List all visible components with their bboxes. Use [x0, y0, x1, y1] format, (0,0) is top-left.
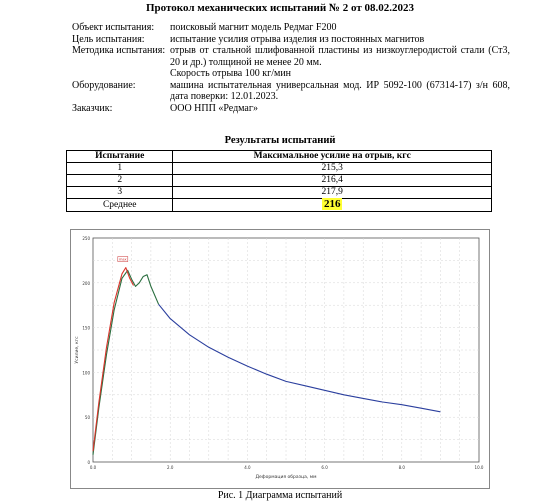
x-tick-label: 4.0 [244, 465, 251, 470]
method-speed: Скорость отрыва 100 кг/мин [170, 68, 292, 79]
test-number-cell: 3 [67, 187, 173, 199]
info-label: Цель испытания: [72, 33, 145, 45]
info-value: поисковый магнит модель Редмаг F200 [170, 22, 337, 33]
x-tick-label: 6.0 [321, 465, 328, 470]
y-tick-label: 0 [87, 460, 90, 465]
info-row-object [72, 22, 510, 34]
info-row-customer [72, 103, 510, 115]
force-value-cell: 215,3 [173, 163, 492, 175]
y-tick-label: 150 [82, 325, 90, 331]
method-description: отрыв от стальной шлифованной пластины из низкоуглеродистой стали (Ст3, 20 и др.) толщиной не менее 20 мм. [170, 45, 510, 68]
y-tick-label: 200 [82, 280, 90, 286]
average-value-highlight: 216 [323, 198, 341, 210]
info-label: Оборудование: [72, 79, 136, 91]
info-row-equipment [72, 80, 510, 103]
x-axis-label: Деформация образца, мм [255, 475, 317, 480]
column-header-force: Максимальное усилие на отрыв, кгс [173, 151, 492, 163]
results-title: Результаты испытаний [224, 135, 336, 146]
force-value-cell: 216,4 [173, 175, 492, 187]
info-row-purpose [72, 34, 510, 46]
test-number-cell: 1 [67, 163, 173, 175]
max-marker-label: max [118, 257, 127, 262]
info-value [170, 45, 510, 80]
test-number-cell: 2 [67, 175, 173, 187]
protocol-title: Протокол механических испытаний № 2 от 08.02.2023 [146, 2, 414, 14]
info-label: Заказчик: [72, 102, 113, 114]
info-label: Объект испытания: [72, 22, 155, 33]
average-value-cell [173, 199, 492, 212]
column-header-test: Испытание [67, 151, 173, 163]
y-axis-label: Усилие, кгс [75, 336, 80, 364]
y-tick-label: 250 [82, 236, 90, 241]
info-label: Методика испытания: [72, 45, 166, 56]
force-deformation-chart [71, 230, 489, 488]
info-value: испытание усилия отрыва изделия из постоянных магнитов [170, 33, 425, 45]
figure-caption: Рис. 1 Диаграмма испытаний [217, 490, 343, 501]
info-value: ООО НПП «Редмаг» [170, 102, 258, 114]
table-row [67, 175, 492, 187]
x-tick-label: 0.0 [89, 465, 97, 470]
table-row [67, 163, 492, 175]
average-label-cell: Среднее [67, 199, 173, 212]
results-table [66, 150, 492, 212]
info-value: машина испытательная универсальная мод. ИР 5092-100 (67314-17) з/н 608, дата поверки: 12.01.2023. [170, 79, 510, 102]
average-row [67, 199, 492, 212]
results-header-row [67, 151, 492, 163]
x-tick-label: 8.0 [398, 465, 405, 470]
x-tick-label: 2.0 [167, 465, 174, 470]
y-tick-label: 100 [82, 370, 90, 376]
x-tick-label: 10.0 [474, 465, 484, 470]
y-tick-label: 50 [84, 415, 90, 421]
table-row [67, 187, 492, 199]
info-row-method [72, 45, 510, 80]
force-value-cell: 217,9 [173, 187, 492, 199]
test-info-table [72, 22, 510, 114]
test-diagram [70, 229, 490, 489]
